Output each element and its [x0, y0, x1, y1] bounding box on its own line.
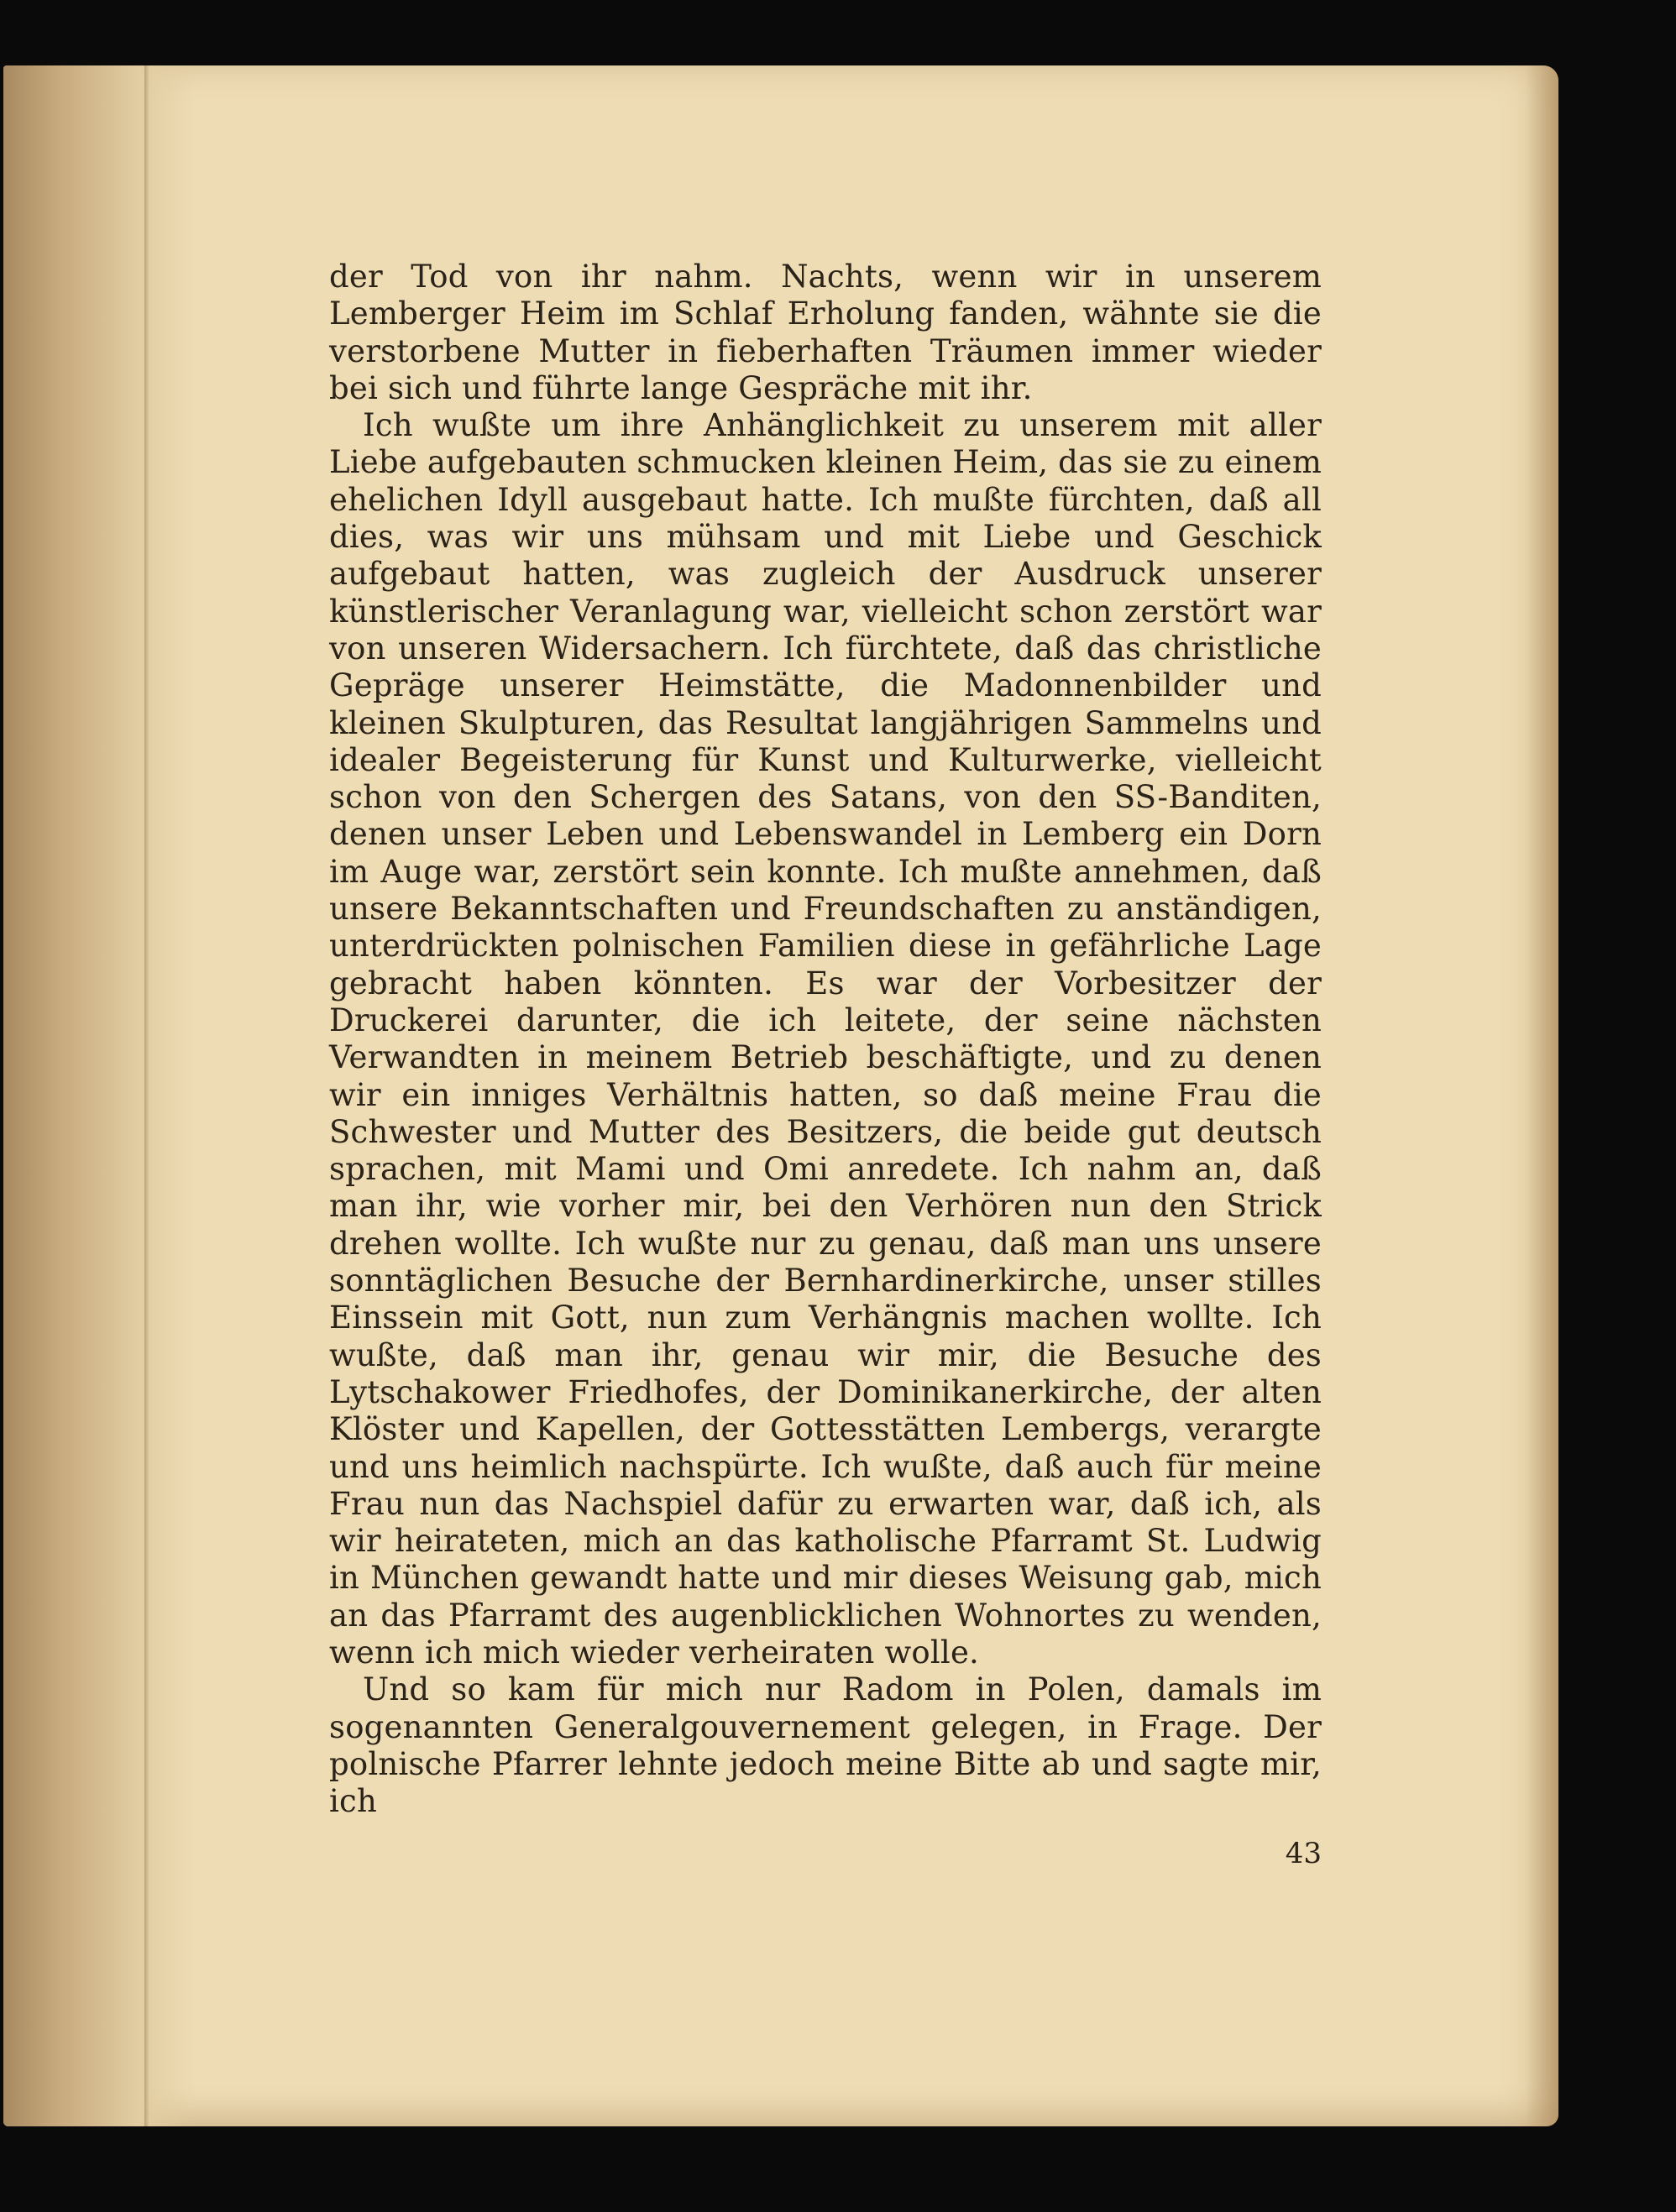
- body-text: [329, 259, 1322, 1820]
- binding-fold: [144, 65, 149, 2126]
- binding-gutter: [3, 65, 196, 2126]
- paragraph-2: Ich wußte um ihre Anhänglichkeit zu unserem mit aller Liebe aufgebauten schmucken kleinen Heim, das sie zu einem ehelichen Idyll ausgebaut hatte. Ich mußte fürchten, daß all dies, was wir uns mühsam und mit Liebe und Geschick aufgebaut hatten, was zugleich der Ausdruck unserer künstlerischer Veranlagung war, vielleicht schon zerstört war von unseren Widersachern. Ich fürchtete, daß das christliche Gepräge unserer Heimstätte, die Madonnenbilder und kleinen Skulpturen, das Resultat langjährigen Sammelns und idealer Begeisterung für Kunst und Kulturwerke, vielleicht schon von den Schergen des Satans, von den SS-Banditen, denen unser Leben und Lebenswandel in Lemberg ein Dorn im Auge war, zerstört sein konnte. Ich mußte annehmen, daß unsere Bekanntschaften und Freundschaften zu anständigen, unterdrückten polnischen Familien diese in gefährliche Lage gebracht haben könnten. Es war der Vorbesitzer der Druckerei darunter, die ich leitete, der seine nächsten Verwandten in meinem Betrieb beschäftigte, und zu denen wir ein inniges Verhältnis hatten, so daß meine Frau die Schwester und Mutter des Besitzers, die beide gut deutsch sprachen, mit Mami und Omi anredete. Ich nahm an, daß man ihr, wie vorher mir, bei den Verhören nun den Strick drehen wollte. Ich wußte nur zu genau, daß man uns unsere sonntäglichen Besuche der Bernhardinerkirche, unser stilles Einssein mit Gott, nun zum Verhängnis machen wollte. Ich wußte, daß man ihr, genau wir mir, die Besuche des Lytschakower Friedhofes, der Dominikanerkirche, der alten Klöster und Kapellen, der Gottesstätten Lembergs, verargte und uns heimlich nachspürte. Ich wußte, daß auch für meine Frau nun das Nachspiel dafür zu erwarten war, daß ich, als wir heirateten, mich an das katholische Pfarramt St. Ludwig in München gewandt hatte und mir dieses Weisung gab, mich an das Pfarramt des augenblicklichen Wohnortes zu wenden, wenn ich mich wieder verheiraten wolle.: [329, 407, 1322, 1671]
- paragraph-1: der Tod von ihr nahm. Nachts, wenn wir in unserem Lemberger Heim im Schlaf Erholung fanden, wähnte sie die verstorbene Mutter in fieberhaften Träumen immer wieder bei sich und führte lange Gespräche mit ihr.: [329, 259, 1322, 406]
- paragraph-3: Und so kam für mich nur Radom in Polen, damals im sogenannten Generalgouvernement gelegen, in Frage. Der polnische Pfarrer lehnte jedoch meine Bitte ab und sagte mir, ich: [329, 1671, 1322, 1820]
- page-edge-shadow: [1525, 65, 1558, 2126]
- page-number: 43: [1285, 1837, 1322, 1870]
